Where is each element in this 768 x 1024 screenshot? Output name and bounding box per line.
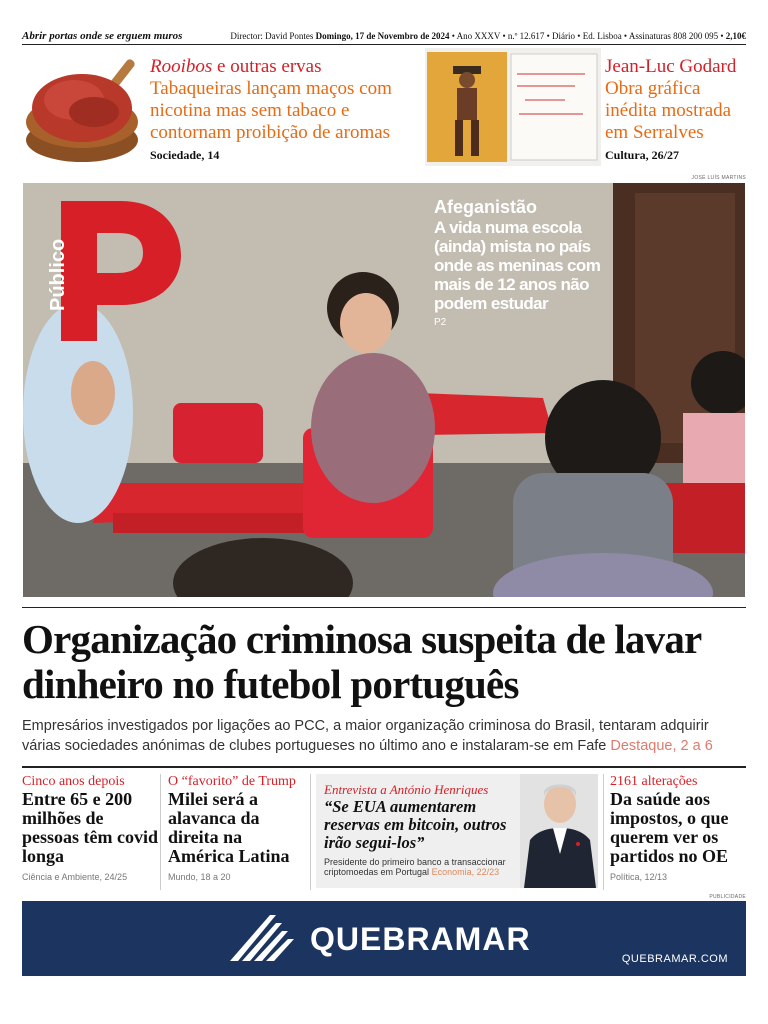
story-milei-section: Mundo, 18 a 20 — [168, 872, 231, 882]
feature-kicker: Afeganistão — [434, 197, 538, 217]
ad-label: PUBLICIDADE — [709, 894, 746, 900]
story-covid-section: Ciência e Ambiente, 24/25 — [22, 872, 128, 882]
teaser-rooibos[interactable]: Rooibos e outras ervas Tabaqueiras lançam maços com nicotina mas sem tabaco e contornam proibição de aromas Sociedade, 14 — [150, 56, 420, 163]
story-oe-kicker: 2161 alterações — [610, 774, 698, 789]
columns-rule — [22, 766, 746, 768]
story-interview[interactable] — [316, 774, 598, 888]
masthead-bar — [22, 30, 746, 45]
feature-headline: A vida numa escola (ainda) mista no país onde as meninas com mais de 12 anos não podem estudar — [434, 218, 601, 313]
feature-photo[interactable] — [23, 183, 745, 597]
story-interview-kicker: Entrevista a António Henriques — [324, 782, 489, 797]
feature-page: P2 — [434, 317, 447, 328]
column-divider — [160, 774, 161, 890]
story-milei[interactable] — [168, 774, 308, 882]
feature-story[interactable] — [434, 197, 606, 328]
teaser-rooibos-kicker: Rooibos — [150, 56, 213, 77]
masthead-motto: Abrir portas onde se erguem muros — [22, 30, 183, 42]
teaser-godard-section: Cultura, 26/27 — [605, 148, 680, 162]
main-headline[interactable]: Organização criminosa suspeita de lavar dinheiro no futebol português — [22, 616, 701, 707]
rooibos-image — [24, 50, 144, 165]
story-interview-headline: “Se EUA aumentarem reservas em bitcoin, outros irão segui-los” — [324, 797, 507, 852]
godard-artwork — [425, 48, 601, 166]
ad-banner[interactable] — [22, 901, 746, 976]
teaser-godard[interactable] — [605, 56, 750, 163]
teaser-rooibos-headline: Tabaqueiras lançam maços com nicotina mas sem tabaco e contornam proibição de aromas — [150, 78, 392, 143]
column-divider — [310, 774, 311, 890]
headline-rule — [22, 607, 746, 608]
story-oe-headline: Da saúde aos impostos, o que querem ver os partidos no OE — [610, 789, 729, 866]
story-milei-headline: Milei será a alavanca da direita na América Latina — [168, 789, 290, 866]
teaser-rooibos-section: Sociedade, 14 — [150, 148, 220, 162]
photo-credit: JOSÉ LUÍS MARTINS — [691, 175, 746, 181]
masthead-date: Domingo, 17 de Novembro de 2024 — [315, 31, 450, 41]
masthead-info: Director: David Pontes Domingo, 17 de Novembro de 2024 • Ano XXXV • n.º 12.617 • Diário • Ed. Lisboa • Assinaturas 808 200 095 • 2,10€ — [230, 31, 746, 41]
quebramar-logo-icon — [230, 915, 296, 961]
ad-brand: QUEBRAMAR — [310, 921, 531, 957]
publico-logo-text: Público — [47, 238, 69, 311]
masthead-price: 2,10€ — [725, 31, 746, 41]
story-interview-deck: Presidente do primeiro banco a transaccionar criptomoedas em Portugal Economia, 22/23 — [324, 857, 506, 877]
story-milei-kicker: O “favorito” de Trump — [168, 774, 296, 789]
main-standfirst: Empresários investigados por ligações ao PCC, a maior organização criminosa do Brasil, tentaram adquirir várias sociedades anónimas de clubes portugueses no último ano e instalaram-se em Fafe Destaque, 2 a 6 — [22, 718, 713, 754]
teaser-godard-kicker: Jean-Luc Godard — [605, 56, 737, 77]
teaser-godard-headline: Obra gráfica inédita mostrada em Serralves — [605, 78, 732, 143]
publico-logo[interactable] — [31, 193, 181, 343]
main-ref[interactable]: Destaque, 2 a 6 — [610, 738, 713, 754]
story-covid-headline: Entre 65 e 200 milhões de pessoas têm covid longa — [22, 789, 158, 866]
story-oe[interactable] — [610, 774, 746, 882]
antonio-henriques-photo — [520, 774, 598, 888]
story-covid-kicker: Cinco anos depois — [22, 774, 125, 789]
ad-url[interactable]: QUEBRAMAR.COM — [621, 953, 728, 965]
story-oe-section: Política, 12/13 — [610, 872, 668, 882]
story-covid[interactable] — [22, 774, 162, 882]
column-divider — [603, 774, 604, 890]
